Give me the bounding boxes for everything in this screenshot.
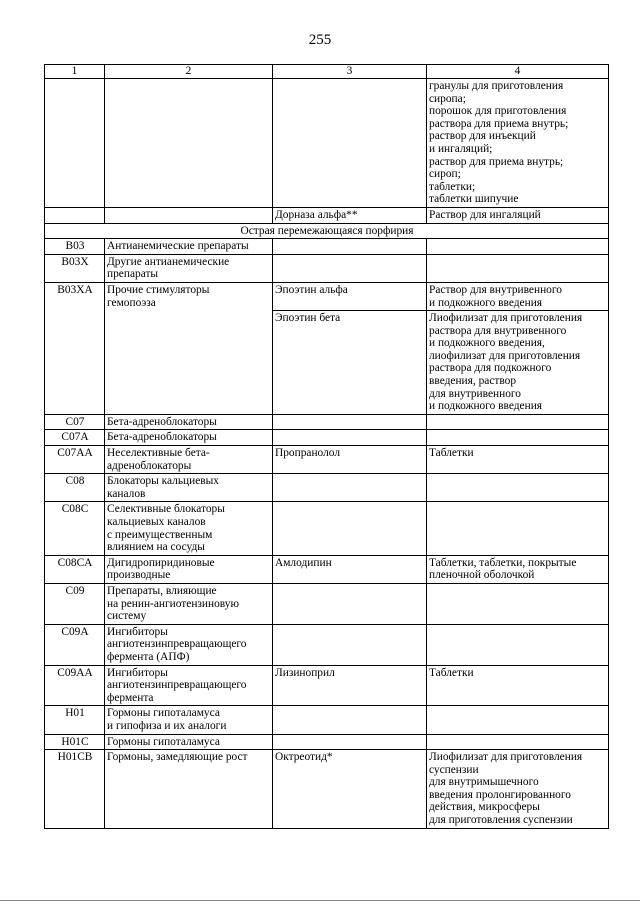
atc-code: H01CB: [45, 750, 105, 829]
group-name: [105, 79, 273, 208]
drug-name: [273, 583, 427, 624]
drug-name: [273, 474, 427, 502]
table-header-row: [45, 65, 609, 79]
drug-name: Эпоэтин альфа: [273, 282, 427, 310]
dosage-form: [427, 734, 609, 750]
atc-code: C08: [45, 474, 105, 502]
table-row: [45, 624, 609, 665]
table-row: [45, 254, 609, 282]
group-name: Ингибиторы ангиотензинпревращающего фермента: [105, 665, 273, 706]
table-row: [45, 555, 609, 583]
dosage-form: [427, 583, 609, 624]
drug-name: [273, 79, 427, 208]
drug-name: Амлодипин: [273, 555, 427, 583]
drug-name: Пропранолол: [273, 446, 427, 474]
table-row: [45, 79, 609, 208]
table-row: [45, 474, 609, 502]
atc-code: C09: [45, 583, 105, 624]
table-row: [45, 750, 609, 829]
dosage-form: Лиофилизат для приготовления суспензии для внутримышечного введения пролонгированного действия, микросферы для приготовления суспензии: [427, 750, 609, 829]
atc-code: [45, 79, 105, 208]
table-row: [45, 706, 609, 734]
atc-code: C09A: [45, 624, 105, 665]
atc-code: B03: [45, 239, 105, 255]
group-name: Препараты, влияющие на ренин-ангиотензиновую систему: [105, 583, 273, 624]
header-col-3: 3: [273, 65, 427, 79]
atc-code: C09AA: [45, 665, 105, 706]
group-name: Бета-адреноблокаторы: [105, 430, 273, 446]
group-name: Бета-адреноблокаторы: [105, 414, 273, 430]
table-row: [45, 282, 609, 310]
group-name: Прочие стимуляторы гемопоэза: [105, 282, 273, 414]
atc-code: B03XA: [45, 282, 105, 414]
section-row: [45, 223, 609, 239]
dosage-form: [427, 239, 609, 255]
atc-code: C08C: [45, 502, 105, 555]
header-col-2: 2: [105, 65, 273, 79]
atc-code: H01C: [45, 734, 105, 750]
drug-name: [273, 254, 427, 282]
table-row: [45, 414, 609, 430]
table-row: [45, 239, 609, 255]
group-name: Блокаторы кальциевых каналов: [105, 474, 273, 502]
drug-name: Лизиноприл: [273, 665, 427, 706]
dosage-form: Раствор для ингаляций: [427, 207, 609, 223]
atc-code: C07A: [45, 430, 105, 446]
atc-code: C08CA: [45, 555, 105, 583]
section-title: Острая перемежающаяся порфирия: [45, 223, 609, 239]
drug-table: [44, 64, 609, 829]
dosage-form: Лиофилизат для приготовления раствора для внутривенного и подкожного введения, лиофилизат для приготовления раствора для подкожного введения, раствор для внутривенного и подкожного введения: [427, 311, 609, 415]
dosage-form: [427, 414, 609, 430]
group-name: Неселективные бета- адреноблокаторы: [105, 446, 273, 474]
drug-name: [273, 430, 427, 446]
table-row: [45, 430, 609, 446]
dosage-form: Раствор для внутривенного и подкожного введения: [427, 282, 609, 310]
group-name: Дигидропиридиновые производные: [105, 555, 273, 583]
atc-code: C07AA: [45, 446, 105, 474]
group-name: Селективные блокаторы кальциевых каналов с преимущественным влиянием на сосуды: [105, 502, 273, 555]
group-name: Другие антианемические препараты: [105, 254, 273, 282]
group-name: Гормоны гипоталамуса и гипофиза и их аналоги: [105, 706, 273, 734]
dosage-form: [427, 430, 609, 446]
table-row: [45, 502, 609, 555]
table-row: [45, 734, 609, 750]
page-number: 255: [308, 32, 332, 48]
header-col-1: 1: [45, 65, 105, 79]
dosage-form: гранулы для приготовления сиропа; порошок для приготовления раствора для приема внутрь; раствор для инъекций и ингаляций; раствор для приема внутрь; сироп; таблетки; таблетки шипучие: [427, 79, 609, 208]
drug-name: Октреотид*: [273, 750, 427, 829]
drug-name: [273, 239, 427, 255]
dosage-form: [427, 474, 609, 502]
dosage-form: Таблетки: [427, 665, 609, 706]
table-row: [45, 583, 609, 624]
atc-code: [45, 207, 105, 223]
group-name: Гормоны гипоталамуса: [105, 734, 273, 750]
drug-name: [273, 706, 427, 734]
drug-name: Дорназа альфа**: [273, 207, 427, 223]
header-col-4: 4: [427, 65, 609, 79]
dosage-form: Таблетки, таблетки, покрытые пленочной оболочкой: [427, 555, 609, 583]
drug-name: [273, 624, 427, 665]
dosage-form: [427, 254, 609, 282]
table-row: [45, 207, 609, 223]
dosage-form: [427, 706, 609, 734]
drug-name: Эпоэтин бета: [273, 311, 427, 415]
group-name: [105, 207, 273, 223]
group-name: Ингибиторы ангиотензинпревращающего фермента (АПФ): [105, 624, 273, 665]
dosage-form: Таблетки: [427, 446, 609, 474]
atc-code: C07: [45, 414, 105, 430]
atc-code: B03X: [45, 254, 105, 282]
drug-name: [273, 734, 427, 750]
page-bottom-rule: [0, 900, 640, 901]
drug-name: [273, 414, 427, 430]
drug-name: [273, 502, 427, 555]
table-row: [45, 665, 609, 706]
group-name: Антианемические препараты: [105, 239, 273, 255]
dosage-form: [427, 624, 609, 665]
dosage-form: [427, 502, 609, 555]
table-row: [45, 446, 609, 474]
group-name: Гормоны, замедляющие рост: [105, 750, 273, 829]
atc-code: H01: [45, 706, 105, 734]
